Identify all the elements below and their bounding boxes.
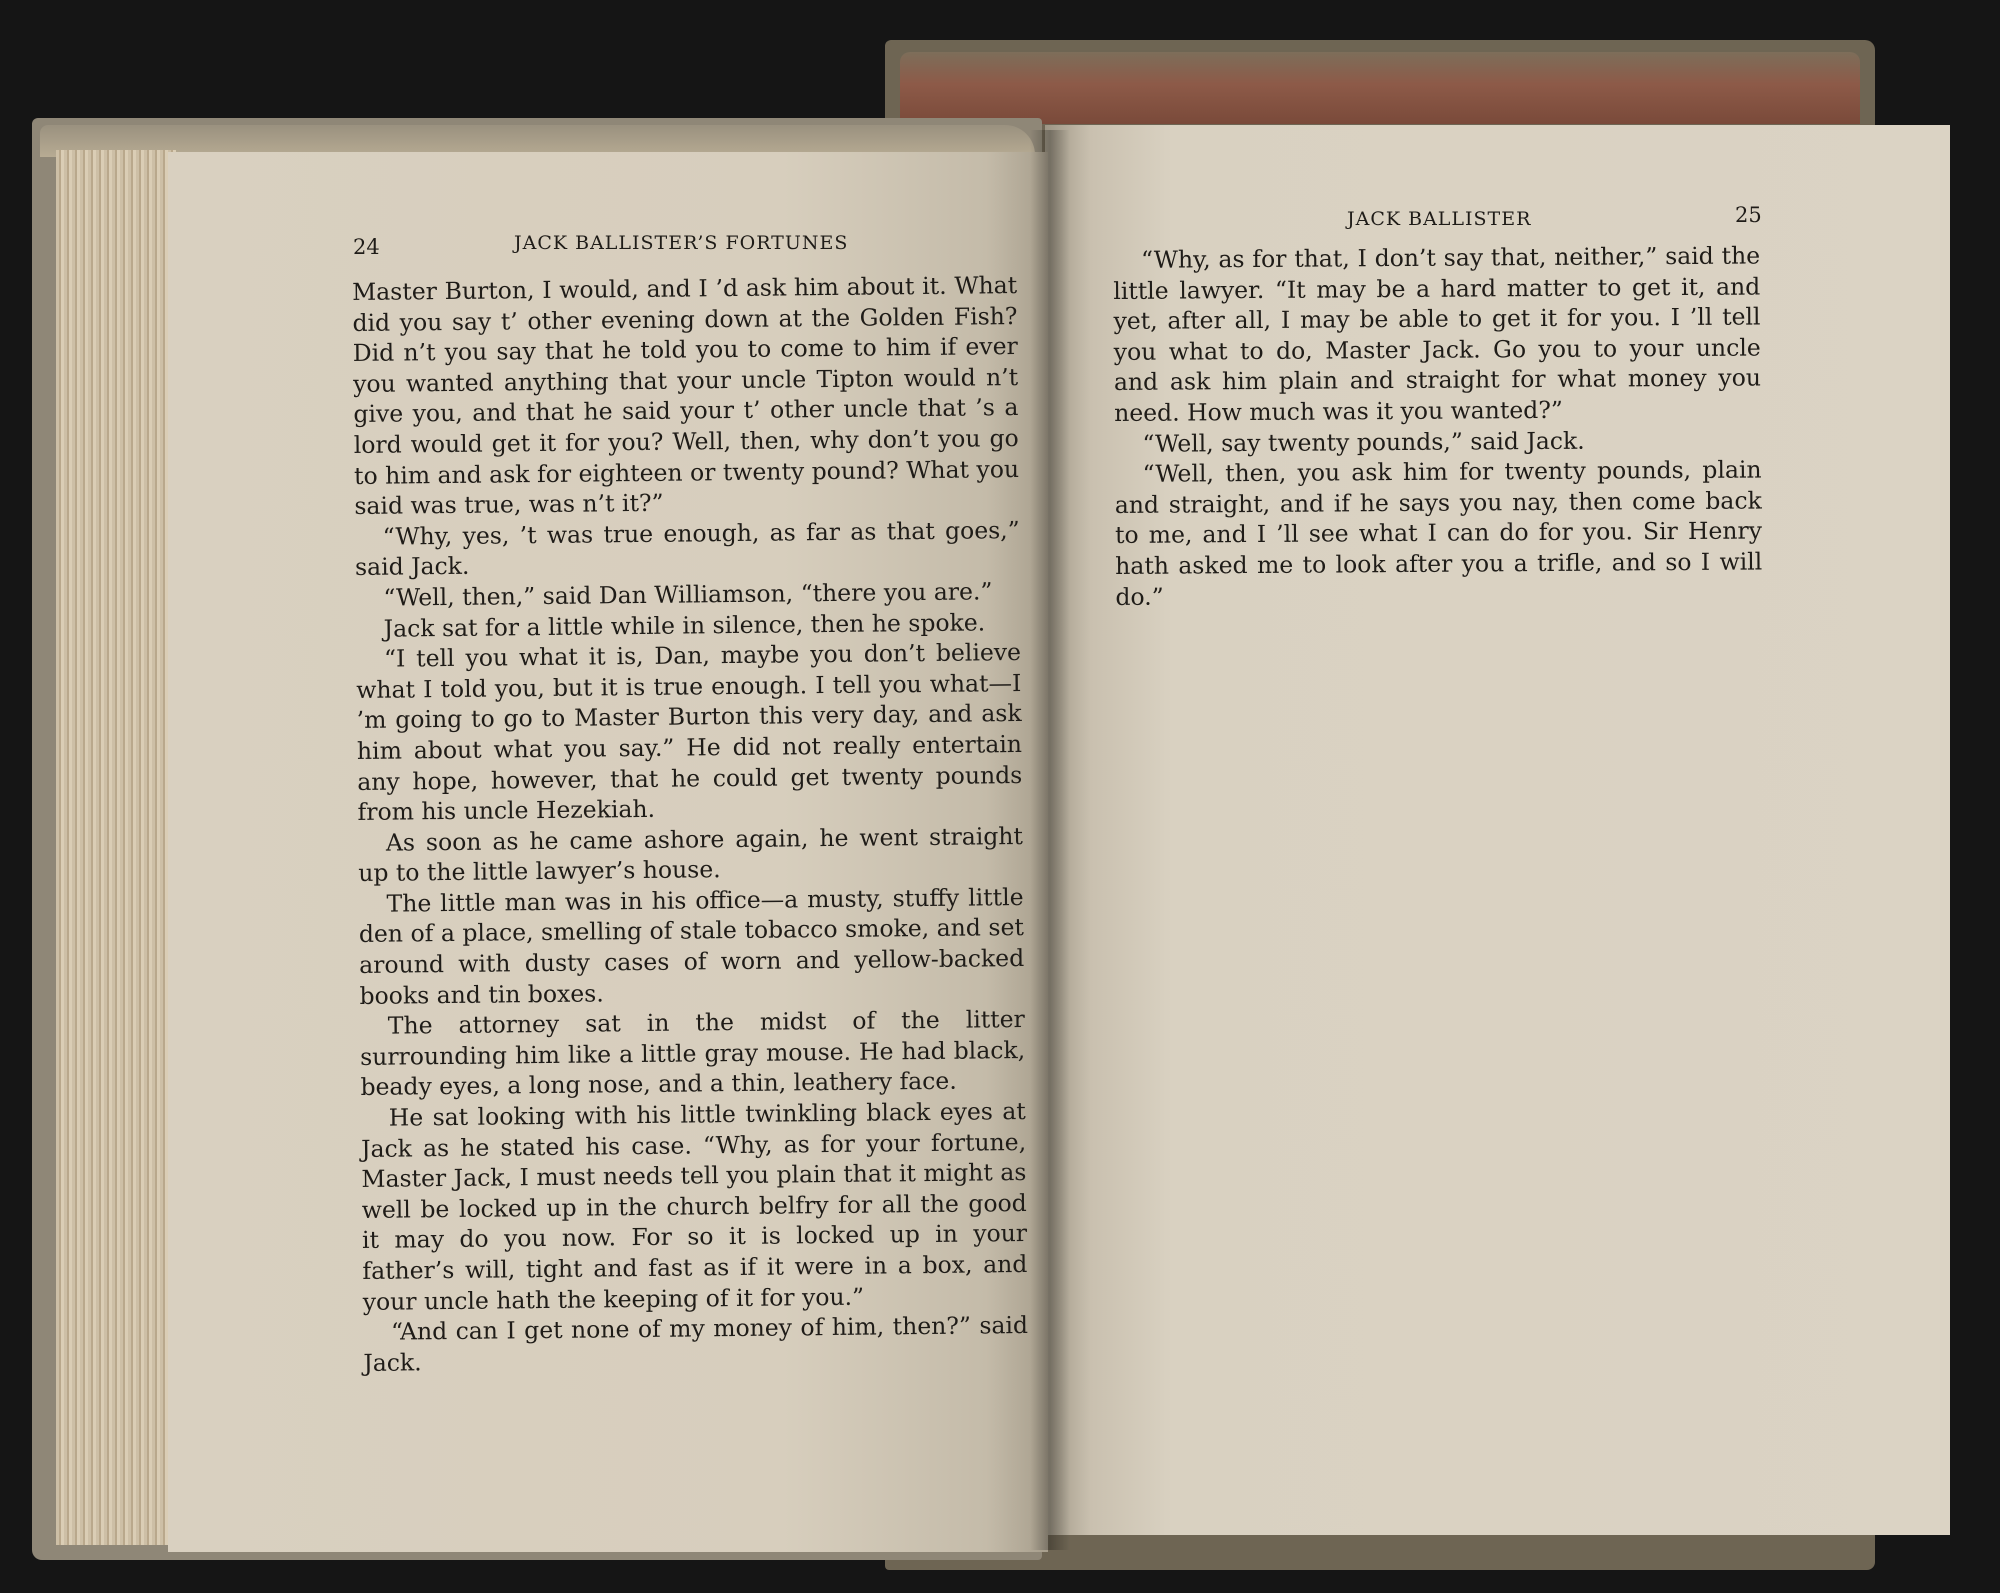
paragraph: “Well, then, you ask him for twenty pounds, plain and straight, and if he says you nay, then come back to me, and I ’ll see what I can do for you. Sir Henry hath asked me to look after you a trifle, and so I will do.”	[1114, 455, 1763, 611]
paragraph: “Well, then,” said Dan Williamson, “there you are.”	[383, 577, 993, 612]
left-page	[168, 152, 1048, 1552]
paragraph: “And can I get none of my money of him, then?” said Jack.	[363, 1311, 1029, 1377]
right-page	[1045, 125, 1950, 1535]
left-page-number: 24	[353, 235, 380, 259]
right-page-text	[1113, 240, 1763, 612]
left-page-text	[352, 270, 1028, 1378]
gutter-shadow	[1030, 130, 1070, 1550]
left-running-head: JACK BALLISTER’S FORTUNES	[514, 232, 849, 254]
paragraph: “Well, say twenty pounds,” said Jack.	[1142, 426, 1585, 458]
paragraph: The attorney sat in the midst of the litter surrounding him like a little gray mouse. He had black, beady eyes, a long nose, and a thin, leathery face.	[360, 1005, 1026, 1102]
paragraph: “Why, as for that, I don’t say that, neither,” said the little lawyer. “It may be a hard matter to get it, and yet, after all, I may be able to get it for you. I ’ll tell you what to do, Master Jack. Go you to your uncle and ask him plain and straight for what money you need. How much was it you wanted?”	[1113, 241, 1762, 427]
paragraph: “I tell you what it is, Dan, maybe you don’t believe what I told you, but it is true enough. I tell you what—I ’m going to go to Master Burton this very day, and ask him about what you say.” He did not really entertain any hope, however, that he could get twenty pounds from his uncle Hezekiah.	[356, 638, 1023, 827]
paragraph: Master Burton, I would, and I ’d ask him about it. What did you say t’ other evening down at the Golden Fish? Did n’t you say that he told you to come to him if ever you wanted anything that your uncle Tipton would n’t give you, and that he said your t’ other uncle that ’s a lord would get it for you? Well, then, why don’t you go to him and ask for eighteen or twenty pound? What you said was true, was n’t it?”	[352, 271, 1020, 521]
right-page-number: 25	[1735, 203, 1762, 227]
left-page-edges	[56, 150, 176, 1545]
paragraph: As soon as he came ashore again, he went straight up to the little lawyer’s house.	[358, 821, 1024, 888]
page-edges-top	[900, 52, 1860, 124]
right-running-head: JACK BALLISTER	[1347, 208, 1532, 230]
paragraph: He sat looking with his little twinkling black eyes at Jack as he stated his case. “Why, as for your fortune, Master Jack, I must needs tell you plain that it might as well be locked up in the church belfry for all the good it may do you now. For so it is locked up in your father’s will, tight and fast as if it were in a box, and your uncle hath the keeping of it for you.”	[360, 1097, 1028, 1316]
paragraph: Jack sat for a little while in silence, then he spoke.	[383, 607, 986, 643]
paragraph: The little man was in his office—a musty, stuffy little den of a place, smelling of stale tobacco smoke, and set around with dusty cases of worn and yellow-backed books and tin boxes.	[358, 882, 1025, 1010]
paragraph: “Why, yes, ’t was true enough, as far as that goes,” said Jack.	[354, 515, 1020, 582]
